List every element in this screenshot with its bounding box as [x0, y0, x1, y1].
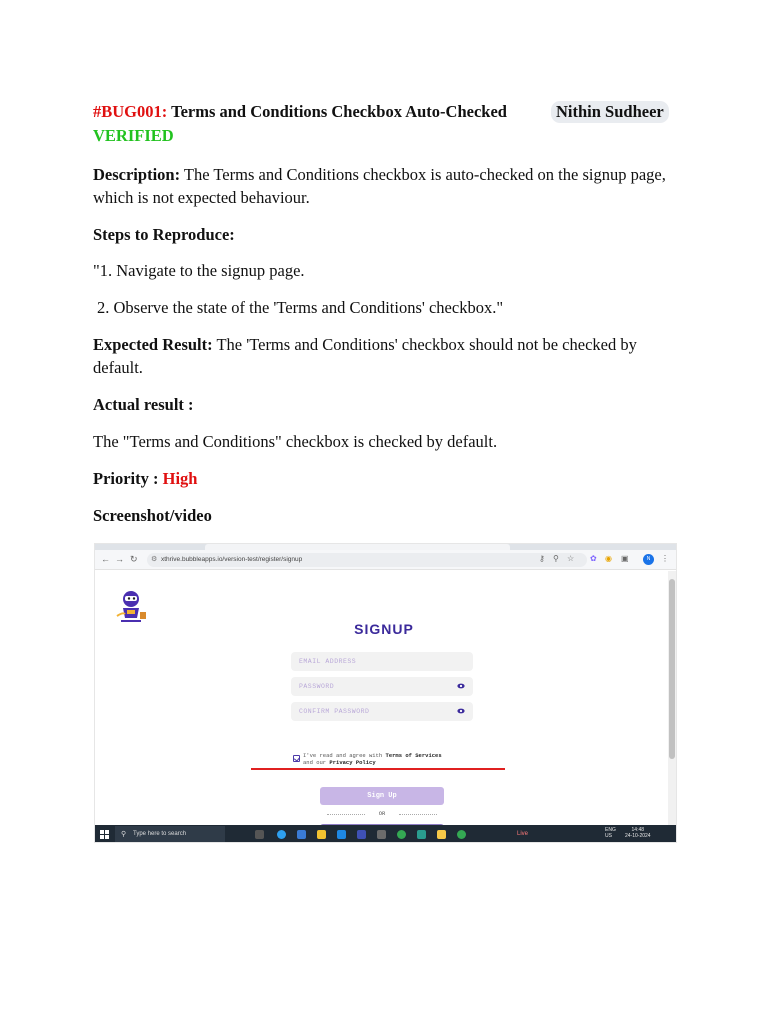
expected-label: Expected Result:: [93, 335, 213, 354]
store-icon[interactable]: [297, 830, 306, 839]
back-arrow-icon[interactable]: ←: [101, 554, 110, 564]
eye-icon[interactable]: [457, 682, 465, 690]
tray-date: 24-10-2024: [625, 833, 651, 839]
description-text: The Terms and Conditions checkbox is auto-checked on the signup page, which is not expected behaviour.: [93, 165, 666, 207]
priority-label: Priority :: [93, 469, 159, 488]
chrome-active-icon[interactable]: [457, 830, 466, 839]
site-settings-icon[interactable]: ⚙: [151, 556, 158, 563]
tray-lang: ENG: [605, 827, 616, 833]
extension-icon[interactable]: ✿: [590, 554, 597, 563]
email-field[interactable]: [291, 652, 473, 671]
star-icon[interactable]: ☆: [567, 554, 575, 563]
menu-icon[interactable]: ⋮: [661, 554, 669, 563]
screenshot-label: Screenshot/video: [93, 506, 212, 525]
bug-title-line: [93, 100, 683, 124]
tray-time: 14:48: [631, 827, 645, 833]
step-2: 2. Observe the state of the 'Terms and Conditions' checkbox.": [97, 298, 504, 317]
signup-page: [95, 571, 665, 825]
highlight-underline: [251, 768, 505, 770]
chrome-icon[interactable]: [397, 830, 406, 839]
edge-icon[interactable]: [277, 830, 286, 839]
terms-prefix: I've read and agree with: [303, 752, 383, 759]
terms-of-service-link[interactable]: Terms of Services: [385, 752, 442, 759]
sign-up-button[interactable]: Sign Up: [320, 787, 444, 805]
step-1: "1. Navigate to the signup page.: [93, 261, 305, 280]
confirm-password-field[interactable]: [291, 702, 473, 721]
confirm-password-placeholder: CONFIRM PASSWORD: [299, 708, 370, 715]
scrollbar-thumb[interactable]: [669, 579, 675, 759]
url-text: xthrive.bubbleapps.io/version-test/register/signup: [161, 556, 303, 563]
priority-line: [93, 467, 683, 490]
app-icon[interactable]: [377, 830, 386, 839]
language-indicator[interactable]: [605, 827, 616, 839]
embedded-screenshot: [94, 543, 677, 843]
bug-title: Terms and Conditions Checkbox Auto-Checked: [171, 102, 507, 121]
search-icon: ⚲: [121, 831, 127, 838]
browser-toolbar: [95, 550, 676, 570]
taskbar-search[interactable]: [115, 826, 225, 843]
assignee-chip[interactable]: Nithin Sudheer: [551, 101, 669, 123]
mail-icon[interactable]: [337, 830, 346, 839]
terms-agreement: [303, 752, 493, 766]
terms-mid: and our: [303, 759, 327, 766]
expected-text: The 'Terms and Conditions' checkbox should not be checked by default.: [93, 335, 637, 377]
profile-icon[interactable]: N: [643, 554, 654, 565]
zoom-icon[interactable]: ⚲: [553, 554, 559, 563]
status-label: VERIFIED: [93, 126, 174, 145]
extension-icon-2[interactable]: ◉: [605, 554, 612, 563]
password-field[interactable]: [291, 677, 473, 696]
live-badge[interactable]: Live: [517, 831, 529, 837]
sticky-notes-icon[interactable]: [437, 830, 446, 839]
puzzle-icon[interactable]: ▣: [621, 554, 629, 563]
description-label: Description:: [93, 165, 181, 184]
key-icon[interactable]: ⚷: [539, 554, 545, 563]
file-explorer-icon[interactable]: [317, 830, 326, 839]
or-divider: OR: [327, 810, 437, 817]
eye-icon[interactable]: [457, 707, 465, 715]
priority-value: High: [162, 469, 198, 488]
bug-id: #BUG001:: [93, 102, 168, 121]
taskbar-search-text: Type here to search: [133, 831, 187, 837]
reload-icon[interactable]: ↻: [130, 554, 138, 564]
steps-label: Steps to Reproduce:: [93, 225, 235, 244]
app-icon-2[interactable]: [417, 830, 426, 839]
windows-start-icon[interactable]: [100, 830, 109, 839]
mascot-logo: [111, 586, 151, 626]
clock[interactable]: [625, 827, 651, 839]
actual-text: The "Terms and Conditions" checkbox is checked by default.: [93, 432, 498, 451]
signup-title: SIGNUP: [354, 621, 414, 637]
description-section: [93, 163, 683, 209]
privacy-policy-link[interactable]: Privacy Policy: [329, 759, 376, 766]
actual-label: Actual result :: [93, 395, 194, 414]
checkbox-checked-icon[interactable]: [293, 755, 300, 762]
page-scrollbar[interactable]: [668, 571, 676, 825]
tray-region: US: [605, 833, 612, 839]
expected-section: [93, 333, 683, 379]
address-bar[interactable]: [147, 553, 587, 567]
bug-report-header: [93, 100, 683, 148]
task-view-icon[interactable]: [255, 830, 264, 839]
forward-arrow-icon[interactable]: →: [115, 554, 124, 564]
password-placeholder: PASSWORD: [299, 683, 335, 690]
email-placeholder: EMAIL ADDRESS: [299, 658, 357, 665]
windows-taskbar: [95, 825, 676, 843]
teams-icon[interactable]: [357, 830, 366, 839]
